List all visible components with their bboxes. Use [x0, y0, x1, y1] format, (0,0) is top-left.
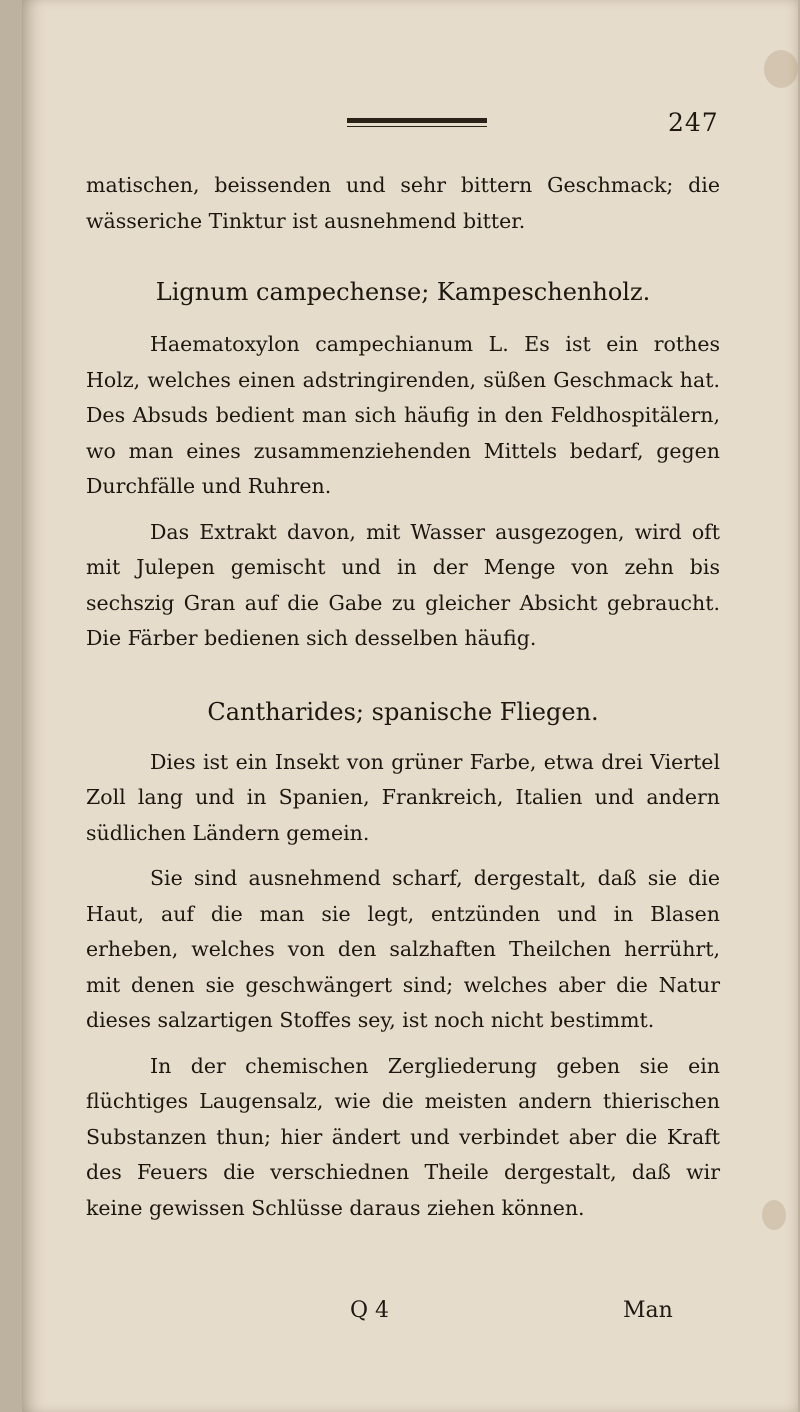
- page-content: [86, 168, 720, 1226]
- paragraph: Haematoxylon campechianum L. Es ist ein rothes Holz, welches einen adstringirenden, süßen Geschmack hat. Des Absuds bedient man sich häufig in den Feldhospitälern, wo man eines zusammenziehenden Mittels bedarf, gegen Durchfälle und Ruhren.: [86, 332, 720, 498]
- paragraph: Dies ist ein Insekt von grüner Farbe, etwa drei Viertel Zoll lang und in Spanien, Frankreich, Italien und andern südlichen Ländern gemein.: [86, 749, 720, 845]
- section-heading-lignum: Lignum campechense; Kampeschenholz.: [155, 278, 651, 306]
- stain-spot: [764, 50, 798, 88]
- book-page: [22, 0, 798, 1412]
- paragraph: Das Extrakt davon, mit Wasser ausgezogen, wird oft mit Julepen gemischt und in der Menge von zehn bis sechszig Gran auf die Gabe zu gleicher Absicht gebraucht. Die Färber bedienen sich desselben häufig.: [86, 519, 720, 650]
- page-number: 247: [668, 108, 719, 137]
- catchword: Man: [623, 1298, 673, 1323]
- page-footer: [0, 1298, 800, 1330]
- paragraph: Sie sind ausnehmend scharf, dergestalt, daß sie die Haut, auf die man sie legt, entzünden und in Blasen erheben, welches von den salzhaften Theilchen herrührt, mit denen sie geschwängert sind; welches aber die Natur dieses salzartigen Stoffes sey, ist noch nicht bestimmt.: [86, 866, 720, 1032]
- continuation-paragraph: matischen, beissenden und sehr bittern Geschmack; die wässeriche Tinktur ist ausnehmend bitter.: [86, 173, 720, 233]
- section-heading-cantharides: Cantharides; spanische Fliegen.: [207, 697, 599, 726]
- header-rule: [347, 118, 487, 127]
- signature-mark: Q 4: [350, 1298, 390, 1323]
- stain-spot: [762, 1200, 786, 1230]
- paragraph: In der chemischen Zergliederung geben sie ein flüchtiges Laugensalz, wie die meisten andern thierischen Substanzen thun; hier ändert und verbindet aber die Kraft des Feuers die verschiednen Theile dergestalt, daß wir keine gewissen Schlüsse daraus ziehen können.: [86, 1053, 720, 1220]
